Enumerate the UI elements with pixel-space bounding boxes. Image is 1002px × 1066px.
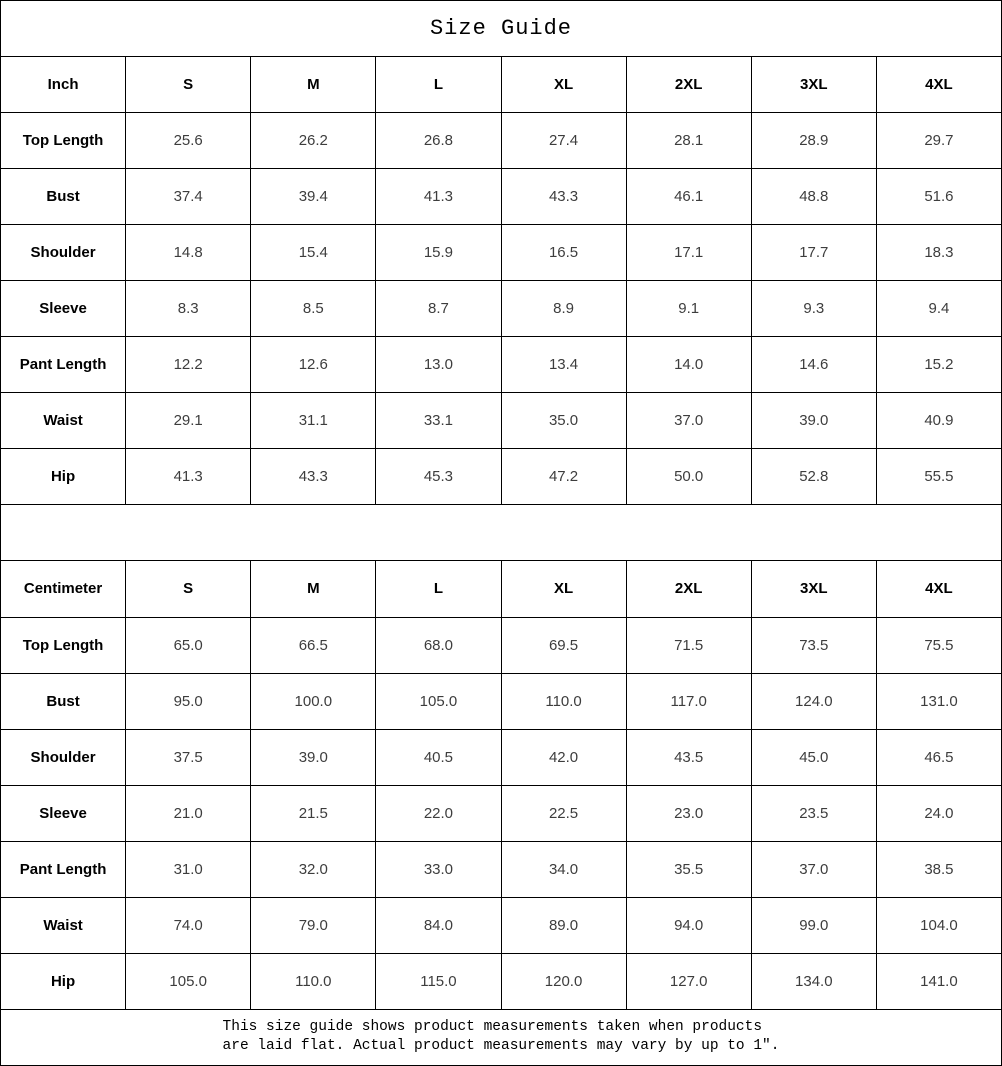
size-value-cell: 35.5 xyxy=(626,841,751,897)
size-value-cell: 131.0 xyxy=(876,673,1001,729)
size-value-cell: 31.0 xyxy=(126,841,251,897)
size-value-cell: 104.0 xyxy=(876,897,1001,953)
size-value-cell: 37.0 xyxy=(751,841,876,897)
size-value-cell: 8.7 xyxy=(376,281,501,337)
size-value-cell: 45.0 xyxy=(751,729,876,785)
size-value-cell: 38.5 xyxy=(876,841,1001,897)
size-header-4xl: 4XL xyxy=(876,561,1001,617)
size-value-cell: 9.1 xyxy=(626,281,751,337)
size-value-cell: 124.0 xyxy=(751,673,876,729)
table-gap xyxy=(1,505,1002,561)
size-value-cell: 12.6 xyxy=(251,337,376,393)
size-value-cell: 75.5 xyxy=(876,617,1001,673)
size-value-cell: 52.8 xyxy=(751,449,876,505)
size-value-cell: 31.1 xyxy=(251,393,376,449)
size-value-cell: 14.8 xyxy=(126,225,251,281)
size-value-cell: 39.0 xyxy=(751,393,876,449)
size-value-cell: 29.7 xyxy=(876,113,1001,169)
size-value-cell: 13.0 xyxy=(376,337,501,393)
size-value-cell: 100.0 xyxy=(251,673,376,729)
size-value-cell: 115.0 xyxy=(376,953,501,1009)
size-value-cell: 8.9 xyxy=(501,281,626,337)
row-label: Waist xyxy=(1,393,126,449)
size-value-cell: 40.9 xyxy=(876,393,1001,449)
size-value-cell: 8.3 xyxy=(126,281,251,337)
row-label: Sleeve xyxy=(1,785,126,841)
size-value-cell: 127.0 xyxy=(626,953,751,1009)
size-value-cell: 43.3 xyxy=(501,169,626,225)
size-value-cell: 17.7 xyxy=(751,225,876,281)
size-value-cell: 110.0 xyxy=(251,953,376,1009)
size-value-cell: 94.0 xyxy=(626,897,751,953)
size-header-4xl: 4XL xyxy=(876,57,1001,113)
size-header-m: M xyxy=(251,57,376,113)
table-row xyxy=(1,225,1002,281)
table-row xyxy=(1,337,1002,393)
size-value-cell: 9.3 xyxy=(751,281,876,337)
row-label: Bust xyxy=(1,673,126,729)
row-label: Pant Length xyxy=(1,337,126,393)
size-value-cell: 37.0 xyxy=(626,393,751,449)
size-value-cell: 110.0 xyxy=(501,673,626,729)
centimeter-header-row xyxy=(1,561,1002,617)
size-value-cell: 40.5 xyxy=(376,729,501,785)
size-header-3xl: 3XL xyxy=(751,561,876,617)
size-value-cell: 50.0 xyxy=(626,449,751,505)
size-value-cell: 42.0 xyxy=(501,729,626,785)
size-value-cell: 39.0 xyxy=(251,729,376,785)
size-value-cell: 26.2 xyxy=(251,113,376,169)
size-value-cell: 25.6 xyxy=(126,113,251,169)
size-value-cell: 18.3 xyxy=(876,225,1001,281)
size-value-cell: 51.6 xyxy=(876,169,1001,225)
size-value-cell: 14.0 xyxy=(626,337,751,393)
size-value-cell: 55.5 xyxy=(876,449,1001,505)
size-value-cell: 48.8 xyxy=(751,169,876,225)
size-value-cell: 9.4 xyxy=(876,281,1001,337)
table-row xyxy=(1,953,1002,1009)
page-title: Size Guide xyxy=(1,1,1002,57)
size-value-cell: 16.5 xyxy=(501,225,626,281)
size-value-cell: 15.2 xyxy=(876,337,1001,393)
row-label: Shoulder xyxy=(1,225,126,281)
row-label: Pant Length xyxy=(1,841,126,897)
size-header-l: L xyxy=(376,57,501,113)
table-gap-row xyxy=(1,505,1002,561)
size-header-xl: XL xyxy=(501,57,626,113)
size-value-cell: 117.0 xyxy=(626,673,751,729)
size-value-cell: 99.0 xyxy=(751,897,876,953)
size-header-2xl: 2XL xyxy=(626,561,751,617)
size-value-cell: 69.5 xyxy=(501,617,626,673)
size-value-cell: 66.5 xyxy=(251,617,376,673)
size-value-cell: 33.1 xyxy=(376,393,501,449)
footer-line-1: This size guide shows product measurements taken when products xyxy=(222,1019,763,1036)
size-value-cell: 24.0 xyxy=(876,785,1001,841)
table-row xyxy=(1,393,1002,449)
size-value-cell: 95.0 xyxy=(126,673,251,729)
size-value-cell: 105.0 xyxy=(126,953,251,1009)
size-header-3xl: 3XL xyxy=(751,57,876,113)
size-value-cell: 46.1 xyxy=(626,169,751,225)
row-label: Top Length xyxy=(1,113,126,169)
table-row xyxy=(1,673,1002,729)
size-value-cell: 34.0 xyxy=(501,841,626,897)
size-header-2xl: 2XL xyxy=(626,57,751,113)
size-value-cell: 105.0 xyxy=(376,673,501,729)
unit-header-inch: Inch xyxy=(1,57,126,113)
size-value-cell: 15.9 xyxy=(376,225,501,281)
row-label: Waist xyxy=(1,897,126,953)
size-value-cell: 37.5 xyxy=(126,729,251,785)
size-value-cell: 37.4 xyxy=(126,169,251,225)
size-value-cell: 39.4 xyxy=(251,169,376,225)
size-value-cell: 32.0 xyxy=(251,841,376,897)
size-value-cell: 43.3 xyxy=(251,449,376,505)
size-value-cell: 17.1 xyxy=(626,225,751,281)
inch-header-row xyxy=(1,57,1002,113)
table-row xyxy=(1,281,1002,337)
size-value-cell: 13.4 xyxy=(501,337,626,393)
footer-note xyxy=(1,1009,1002,1065)
size-value-cell: 22.5 xyxy=(501,785,626,841)
footer-note-text xyxy=(223,1018,780,1056)
size-value-cell: 45.3 xyxy=(376,449,501,505)
size-value-cell: 27.4 xyxy=(501,113,626,169)
size-value-cell: 14.6 xyxy=(751,337,876,393)
size-value-cell: 79.0 xyxy=(251,897,376,953)
size-value-cell: 23.0 xyxy=(626,785,751,841)
size-value-cell: 89.0 xyxy=(501,897,626,953)
size-value-cell: 28.1 xyxy=(626,113,751,169)
table-row xyxy=(1,169,1002,225)
size-header-xl: XL xyxy=(501,561,626,617)
table-row xyxy=(1,617,1002,673)
row-label: Hip xyxy=(1,449,126,505)
size-value-cell: 43.5 xyxy=(626,729,751,785)
size-value-cell: 68.0 xyxy=(376,617,501,673)
size-value-cell: 21.5 xyxy=(251,785,376,841)
size-value-cell: 28.9 xyxy=(751,113,876,169)
size-value-cell: 26.8 xyxy=(376,113,501,169)
size-header-m: M xyxy=(251,561,376,617)
footer-line-2: are laid flat. Actual product measurements may vary by up to 1″. xyxy=(222,1038,780,1055)
size-header-l: L xyxy=(376,561,501,617)
unit-header-centimeter: Centimeter xyxy=(1,561,126,617)
table-row xyxy=(1,729,1002,785)
size-value-cell: 21.0 xyxy=(126,785,251,841)
size-value-cell: 84.0 xyxy=(376,897,501,953)
size-header-s: S xyxy=(126,561,251,617)
size-value-cell: 46.5 xyxy=(876,729,1001,785)
size-value-cell: 134.0 xyxy=(751,953,876,1009)
size-value-cell: 41.3 xyxy=(376,169,501,225)
size-value-cell: 33.0 xyxy=(376,841,501,897)
table-row xyxy=(1,113,1002,169)
size-value-cell: 15.4 xyxy=(251,225,376,281)
size-value-cell: 41.3 xyxy=(126,449,251,505)
table-row xyxy=(1,785,1002,841)
title-row xyxy=(1,1,1002,57)
footer-row xyxy=(1,1009,1002,1065)
size-value-cell: 141.0 xyxy=(876,953,1001,1009)
size-value-cell: 71.5 xyxy=(626,617,751,673)
size-value-cell: 120.0 xyxy=(501,953,626,1009)
row-label: Bust xyxy=(1,169,126,225)
size-value-cell: 47.2 xyxy=(501,449,626,505)
size-value-cell: 8.5 xyxy=(251,281,376,337)
size-value-cell: 29.1 xyxy=(126,393,251,449)
table-row xyxy=(1,449,1002,505)
size-value-cell: 35.0 xyxy=(501,393,626,449)
size-value-cell: 23.5 xyxy=(751,785,876,841)
size-value-cell: 74.0 xyxy=(126,897,251,953)
size-value-cell: 22.0 xyxy=(376,785,501,841)
row-label: Sleeve xyxy=(1,281,126,337)
table-row xyxy=(1,897,1002,953)
row-label: Top Length xyxy=(1,617,126,673)
row-label: Hip xyxy=(1,953,126,1009)
size-header-s: S xyxy=(126,57,251,113)
size-value-cell: 73.5 xyxy=(751,617,876,673)
size-value-cell: 12.2 xyxy=(126,337,251,393)
size-value-cell: 65.0 xyxy=(126,617,251,673)
table-row xyxy=(1,841,1002,897)
row-label: Shoulder xyxy=(1,729,126,785)
